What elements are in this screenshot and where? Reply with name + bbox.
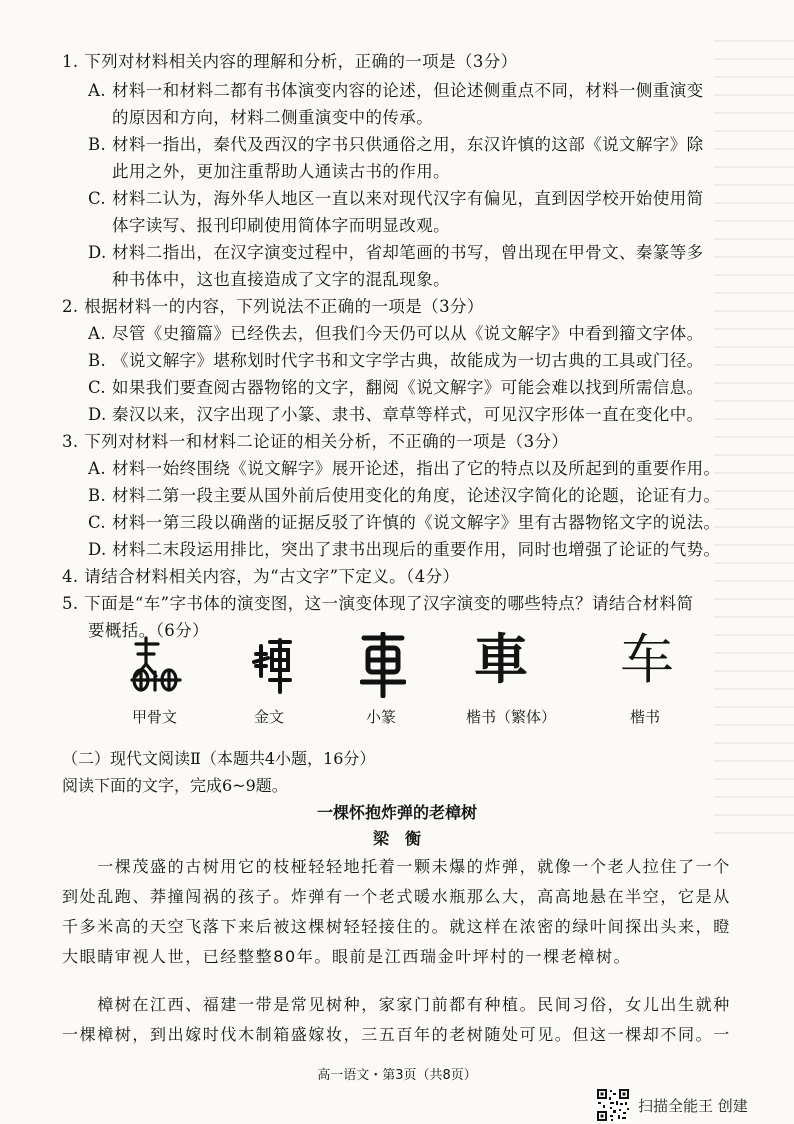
- q2-stem: 2. 根据材料一的内容，下列说法不正确的一项是（3分）: [62, 297, 484, 316]
- option-text: 材料二第一段主要从国外前后使用变化的角度，论述汉字简化的论题，论证有力。: [112, 486, 721, 505]
- watermark-text: 扫描全能王 创建: [638, 1096, 748, 1115]
- option-text: 材料一第三段以确凿的证据反驳了许慎的《说文解字》里有古器物铭文字的说法。: [112, 513, 721, 532]
- option-text: 秦汉以来，汉字出现了小篆、隶书、章草等样式，可见汉字形体一直在变化中。: [112, 405, 704, 424]
- option-text: 材料一始终围绕《说文解字》展开论述，指出了它的特点以及所起到的重要作用。: [112, 459, 721, 478]
- regular-simplified-che-glyph: 车: [620, 628, 674, 691]
- q4-stem: 4. 请结合材料相关内容，为“古文字”下定义。（4分）: [62, 567, 460, 586]
- caption-regular: 楷书: [630, 708, 661, 726]
- scanner-watermark: [596, 1088, 748, 1122]
- option-label: B.: [88, 486, 107, 505]
- article-p1-line3: 千多米高的天空飞落下来后被这棵树轻轻接住的。就这样在浓密的绿叶间探出头来，瞪: [62, 917, 731, 936]
- q1-option-b-cont: 此用之外，更加注重帮助人通读古书的作用。: [112, 162, 450, 181]
- q1-option-c-cont: 体字读写、报刊印刷使用简体字而明显改观。: [112, 216, 450, 235]
- q3-option-c[interactable]: [88, 509, 720, 533]
- article-p1-line2: 到处乱跑、莽撞闯祸的孩子。炸弹有一个老式暖水瓶那么大，高高地悬在半空，它是从: [62, 887, 731, 906]
- caption-regular-traditional: 楷书（繁体）: [466, 708, 557, 726]
- q3-option-a[interactable]: [88, 455, 720, 479]
- option-label: C.: [88, 189, 107, 208]
- article-author: 梁 衡: [372, 829, 421, 848]
- option-label: C.: [88, 513, 107, 532]
- section-heading: （二）现代文阅读Ⅱ（本题共4小题，16分）: [62, 749, 376, 768]
- option-label: A.: [88, 324, 106, 343]
- option-text: 材料二末段运用排比，突出了隶书出现后的重要作用，同时也增强了论证的气势。: [112, 540, 721, 559]
- option-label: D.: [88, 405, 107, 424]
- section-instruction: 阅读下面的文字，完成6~9题。: [62, 776, 288, 795]
- option-text: 尽管《史籀篇》已经佚去，但我们今天仍可以从《说文解字》中看到籀文字体。: [112, 324, 704, 343]
- option-label: B.: [88, 135, 107, 154]
- seal-script-che-glyph: [360, 632, 406, 698]
- q1-option-a-cont: 的原因和方向，材料二侧重演变中的传承。: [112, 108, 434, 127]
- q1-option-c[interactable]: [88, 185, 704, 209]
- option-text: 材料一指出，秦代及西汉的字书只供通俗之用，东汉许慎的这部《说文解字》除: [112, 135, 704, 154]
- q1-option-d-cont: 种书体中，这也直接造成了文字的混乱现象。: [112, 270, 450, 289]
- q3-option-d[interactable]: [88, 536, 720, 560]
- q2-option-d[interactable]: [88, 401, 704, 425]
- caption-seal-script: 小篆: [366, 708, 397, 726]
- option-label: A.: [88, 81, 106, 100]
- article-p2-line1: 樟树在江西、福建一带是常见树种，家家门前都有种植。民间习俗，女儿出生就种: [62, 995, 731, 1014]
- caption-oracle-bone: 甲骨文: [132, 708, 178, 726]
- option-text: 材料二认为，海外华人地区一直以来对现代汉字有偏见，直到因学校开始使用简: [112, 189, 704, 208]
- caption-bronze: 金文: [254, 708, 285, 726]
- article-title: 一棵怀抱炸弹的老樟树: [316, 803, 477, 822]
- q2-option-c[interactable]: [88, 374, 704, 398]
- option-label: D.: [88, 540, 107, 559]
- option-label: C.: [88, 378, 107, 397]
- option-label: D.: [88, 243, 107, 262]
- q1-option-b[interactable]: [88, 131, 704, 155]
- q3-stem: 3. 下列对材料一和材料二论证的相关分析，不正确的一项是（3分）: [62, 432, 569, 451]
- q5-stem-line1: 5. 下面是“车”字书体的演变图，这一演变体现了汉字演变的哪些特点？请结合材料简: [62, 594, 694, 613]
- bronze-che-glyph: [252, 632, 296, 696]
- article-p2-line2: 一棵樟树，到出嫁时伐木制箱盛嫁妆，三五百年的老树随处可见。但这一棵却不同。一: [62, 1025, 731, 1044]
- article-p1-line4: 大眼睛审视人世，已经整整80年。眼前是江西瑞金叶坪村的一棵老樟树。: [62, 947, 632, 966]
- q5-stem-line2: 要概括。（6分）: [88, 621, 209, 640]
- q3-option-b[interactable]: [88, 482, 720, 506]
- article-p1-line1: 一棵茂盛的古树用它的枝桠轻轻地托着一颗未爆的炸弹，就像一个老人拉住了一个: [62, 857, 731, 876]
- page-footer: 高一语文・第3页（共8页）: [317, 1068, 477, 1083]
- option-text: 材料一和材料二都有书体演变内容的论述，但论述侧重点不同，材料一侧重演变: [112, 81, 704, 100]
- q1-option-d[interactable]: [88, 239, 704, 263]
- option-text: 材料二指出，在汉字演变过程中，省却笔画的书写，曾出现在甲骨文、秦篆等多: [112, 243, 704, 262]
- option-label: A.: [88, 459, 106, 478]
- option-text: 《说文解字》堪称划时代字书和文字学古典，故能成为一切古典的工具或门径。: [112, 351, 704, 370]
- oracle-bone-che-glyph: [128, 632, 184, 696]
- q1-option-a[interactable]: [88, 77, 704, 101]
- q1-stem: 1. 下列对材料相关内容的理解和分析，正确的一项是（3分）: [62, 52, 518, 71]
- q2-option-a[interactable]: [88, 320, 704, 344]
- q2-option-b[interactable]: [88, 347, 704, 371]
- qr-code-icon: [596, 1088, 630, 1122]
- option-text: 如果我们要查阅古器物铭的文字，翻阅《说文解字》可能会难以找到所需信息。: [112, 378, 704, 397]
- regular-traditional-che-glyph: 車: [474, 628, 528, 691]
- option-label: B.: [88, 351, 107, 370]
